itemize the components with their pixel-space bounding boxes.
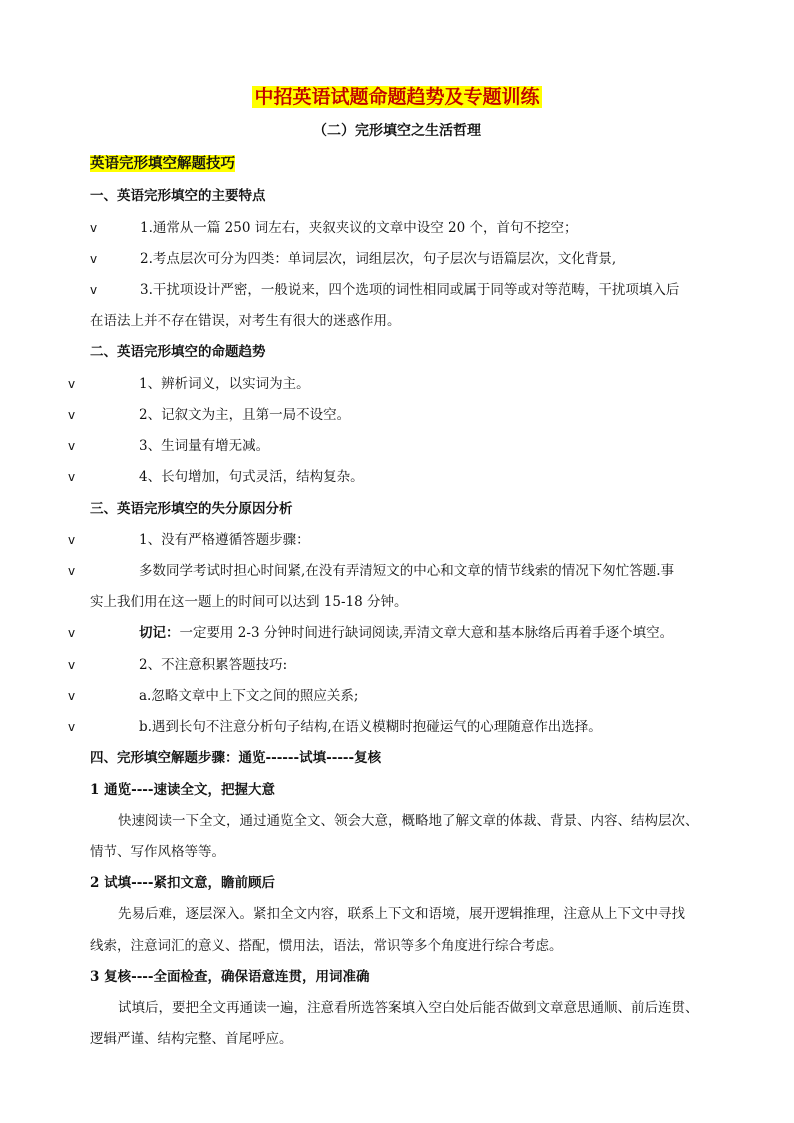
step-3-line-1: 试填后，要把全文再通读一遍，注意看所选答案填入空白处后能否做到文章意思通顺、前后连贯、 <box>118 1000 699 1016</box>
bullet-mark: v <box>68 439 76 453</box>
step-1-line-2: 情节、写作风格等等。 <box>90 844 225 860</box>
step-3-line-2: 逻辑严谨、结构完整、首尾呼应。 <box>90 1031 293 1047</box>
bullet-mark: v <box>90 283 98 297</box>
s2-item-2: 2、记叙文为主，且第一局不设空。 <box>139 407 351 423</box>
s3-item-3-text: 一定要用 2-3 分钟时间进行缺词阅读,弄清文章大意和基本脉络后再着手逐个填空。 <box>179 625 674 641</box>
section-heading-techniques-text: 英语完形填空解题技巧 <box>90 155 235 172</box>
bullet-mark: v <box>68 720 76 734</box>
s2-item-1: 1、辨析词义，以实词为主。 <box>139 376 310 392</box>
bullet-mark: v <box>90 252 98 266</box>
step-2-line-2: 线索，注意词汇的意义、搭配，惯用法，语法，常识等多个角度进行综合考虑。 <box>90 938 563 954</box>
s3-item-1: 1、没有严格遵循答题步骤： <box>139 532 310 548</box>
s3-item-2: 多数同学考试时担心时间紧,在没有弄清短文的中心和文章的情节线索的情况下匆忙答题.事 <box>139 563 675 579</box>
section-4-heading: 四、完形填空解题步骤：通览------试填-----复核 <box>90 750 382 766</box>
bullet-mark: v <box>68 533 76 547</box>
s3-item-5: a.忽略文章中上下文之间的照应关系; <box>139 688 359 704</box>
page-subtitle: （二）完形填空之生活哲理 <box>313 123 481 139</box>
s1-item-3-continuation: 在语法上并不存在错误，对考生有很大的迷惑作用。 <box>90 313 401 329</box>
bullet-mark: v <box>68 408 76 422</box>
step-1-line-1: 快速阅读一下全文，通过通览全文、领会大意，概略地了解文章的体裁、背景、内容、结构层次、 <box>118 813 699 829</box>
bullet-mark: v <box>68 626 76 640</box>
page-title <box>0 84 794 110</box>
s1-item-3: 3.干扰项设计严密，一般说来，四个选项的词性相同或属于同等或对等范畴，干扰项填入后 <box>140 282 680 298</box>
s3-item-2-continuation: 实上我们用在这一题上的时间可以达到 15-18 分钟。 <box>90 594 408 610</box>
s1-item-1: 1.通常从一篇 250 词左右，夹叙夹议的文章中设空 20 个，首句不挖空； <box>140 220 578 236</box>
page-title-text: 中招英语试题命题趋势及专题训练 <box>254 86 540 108</box>
bullet-mark: v <box>90 221 98 235</box>
s3-item-3-label: 切记： <box>139 625 180 641</box>
section-heading-techniques <box>90 154 235 174</box>
bullet-mark: v <box>68 564 76 578</box>
step-3-heading: 3 复核----全面检查，确保语意连贯，用词准确 <box>90 969 370 985</box>
section-2-heading: 二、英语完形填空的命题趋势 <box>90 344 266 360</box>
step-2-line-1: 先易后难，逐层深入。紧扣全文内容，联系上下文和语境，展开逻辑推理，注意从上下文中寻找 <box>118 906 685 922</box>
s3-item-4: 2、不注意积累答题技巧: <box>139 657 288 673</box>
bullet-mark: v <box>68 377 76 391</box>
s1-item-2: 2.考点层次可分为四类：单词层次，词组层次，句子层次与语篇层次，文化背景, <box>140 251 617 267</box>
step-2-heading: 2 试填----紧扣文意，瞻前顾后 <box>90 875 276 891</box>
s3-item-3 <box>139 623 673 643</box>
bullet-mark: v <box>68 658 76 672</box>
s2-item-3: 3、生词量有增无减。 <box>139 438 270 454</box>
bullet-mark: v <box>68 470 76 484</box>
bullet-mark: v <box>68 689 76 703</box>
s2-item-4: 4、长句增加，句式灵活，结构复杂。 <box>139 469 364 485</box>
section-1-heading: 一、英语完形填空的主要特点 <box>90 188 266 204</box>
step-1-heading: 1 通览----速读全文，把握大意 <box>90 782 276 798</box>
section-3-heading: 三、英语完形填空的失分原因分析 <box>90 501 293 517</box>
s3-item-6: b.遇到长句不注意分析句子结构,在语义模糊时抱碰运气的心理随意作出选择。 <box>139 719 602 735</box>
